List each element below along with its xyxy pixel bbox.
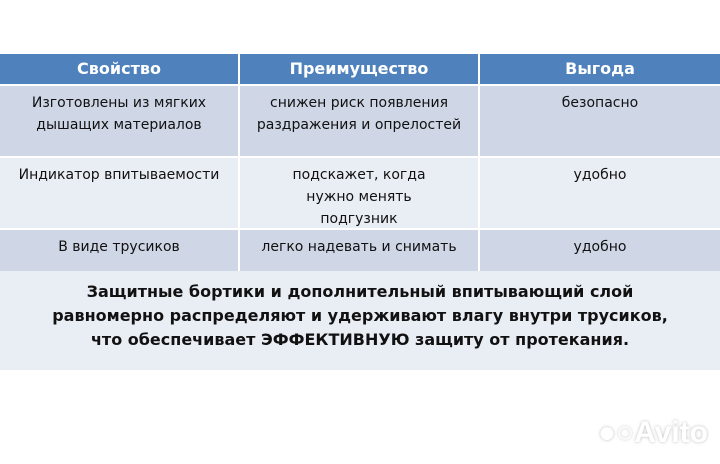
cell: легко надевать и снимать — [240, 230, 480, 277]
cell: удобно — [573, 167, 627, 183]
cell: подскажет, когда нужно менять подгузник — [240, 158, 480, 228]
cell: Изготовлены из мягких дышащих материалов — [0, 86, 240, 156]
cell: Индикатор впитываемости — [0, 158, 240, 228]
cell: снижен риск появления раздражения и опрелостей — [240, 86, 480, 156]
header-property: Свойство — [0, 54, 240, 84]
benefits-table — [0, 54, 720, 279]
table-row — [0, 86, 720, 158]
summary-line: что обеспечивает ЭФФЕКТИВНУЮ защиту от протекания. — [90, 330, 630, 349]
cell: В виде трусиков — [0, 230, 240, 277]
summary-line: равномерно распределяют и удерживают влагу внутри трусиков, — [52, 306, 668, 325]
table-header — [0, 54, 720, 86]
header-advantage: Преимущество — [240, 54, 480, 84]
cell: удобно — [573, 239, 627, 255]
summary-line: Защитные бортики и дополнительный впитывающий слой — [86, 282, 634, 301]
avito-watermark: ●○Avito — [597, 416, 708, 449]
cell: безопасно — [561, 95, 639, 111]
table-row — [0, 158, 720, 230]
header-benefit: Выгода — [565, 59, 635, 78]
summary-text — [0, 271, 720, 370]
